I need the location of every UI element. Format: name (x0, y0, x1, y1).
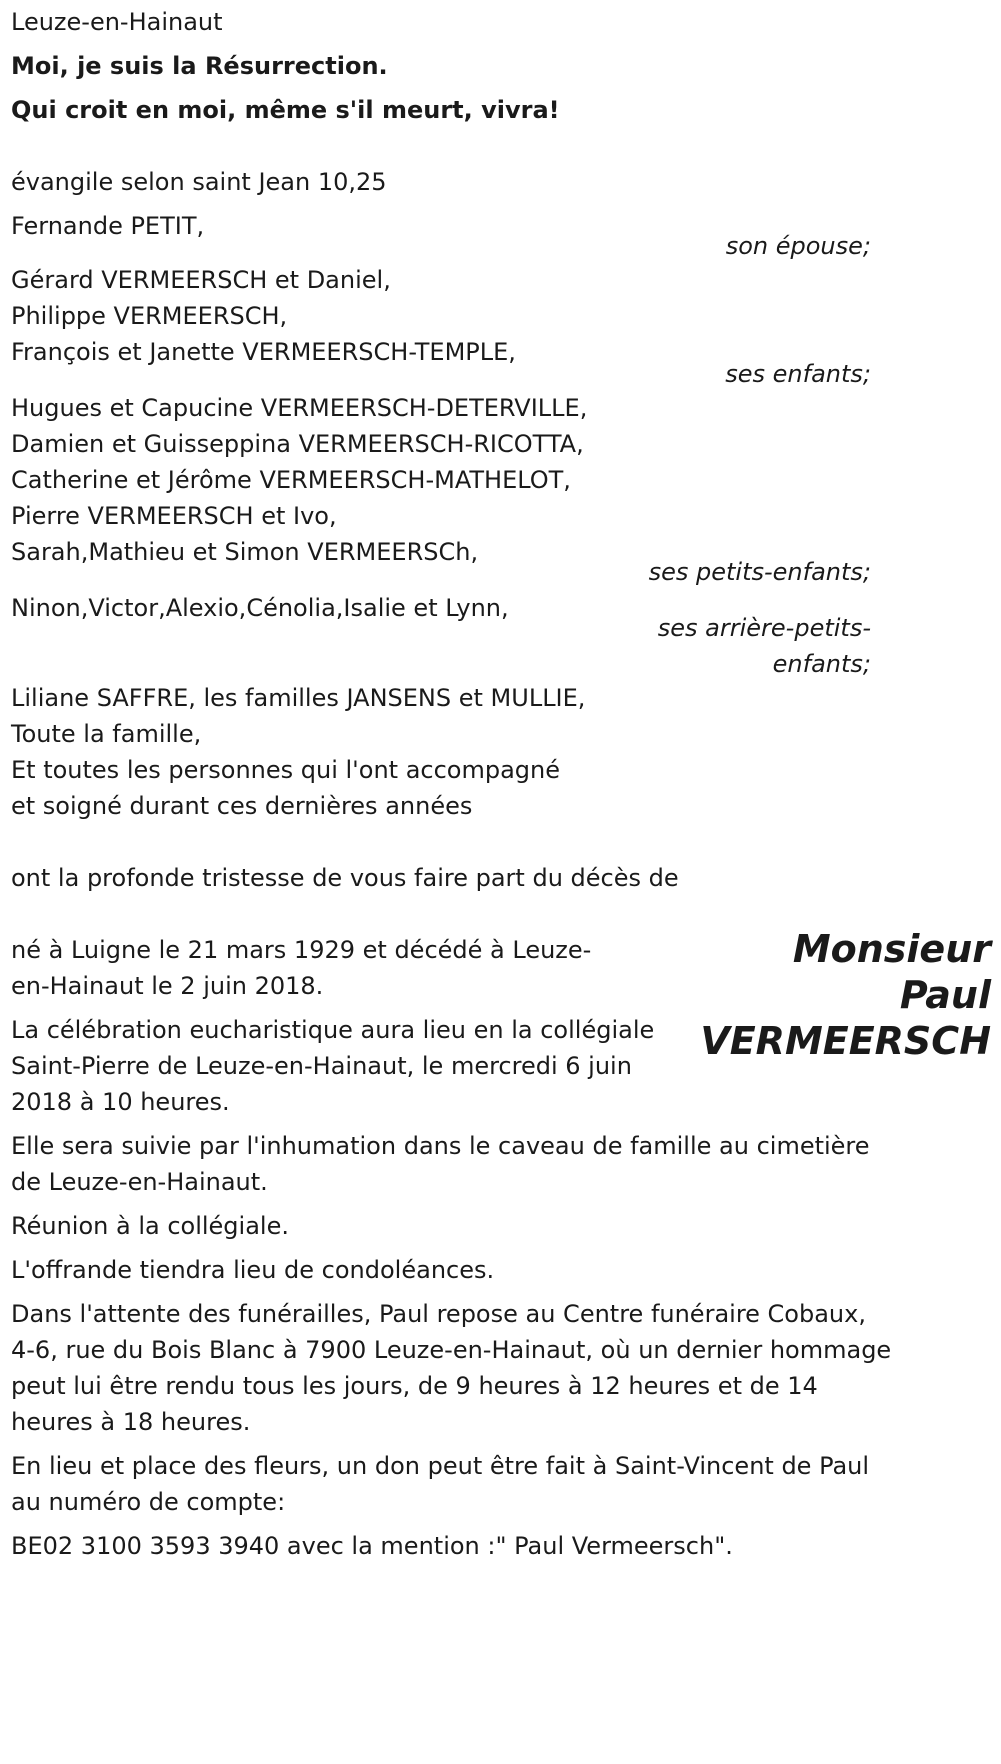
verse-reference: évangile selon saint Jean 10,25 (11, 168, 387, 196)
rest-line-3: peut lui être rendu tous les jours, de 9 heures à 12 heures et de 14 (11, 1372, 818, 1400)
grandchild-3: Catherine et Jérôme VERMEERSCH-MATHELOT, (11, 466, 571, 494)
rest-line-4: heures à 18 heures. (11, 1408, 251, 1436)
rest-line-1: Dans l'attente des funérailles, Paul repose au Centre funéraire Cobaux, (11, 1300, 866, 1328)
child-2: Philippe VERMEERSCH, (11, 302, 288, 330)
celebration-line-3: 2018 à 10 heures. (11, 1088, 230, 1116)
meeting: Réunion à la collégiale. (11, 1212, 289, 1240)
others-2: Toute la famille, (11, 720, 202, 748)
child-3: François et Janette VERMEERSCH-TEMPLE, (11, 338, 516, 366)
bank-account: BE02 3100 3593 3940 avec la mention :" Paul Vermeersch". (11, 1532, 733, 1560)
rest-line-2: 4-6, rue du Bois Blanc à 7900 Leuze-en-Hainaut, où un dernier hommage (11, 1336, 892, 1364)
burial-line-1: Elle sera suivie par l'inhumation dans le caveau de famille au cimetière (11, 1132, 870, 1160)
great-grandchildren: Ninon,Victor,Alexio,Cénolia,Isalie et Lynn, (11, 594, 509, 622)
deceased-title: Monsieur (792, 927, 991, 971)
flowers-line-1: En lieu et place des fleurs, un don peut être fait à Saint-Vincent de Paul (11, 1452, 870, 1480)
verse-line-1: Moi, je suis la Résurrection. (11, 52, 388, 80)
child-1: Gérard VERMEERSCH et Daniel, (11, 266, 391, 294)
grandchild-4: Pierre VERMEERSCH et Ivo, (11, 502, 337, 530)
children-role: ses enfants; (725, 360, 871, 388)
deceased-name (691, 926, 991, 1064)
celebration-line-1: La célébration eucharistique aura lieu en la collégiale (11, 1016, 655, 1044)
location: Leuze-en-Hainaut (11, 8, 223, 36)
birth-line-2: en-Hainaut le 2 juin 2018. (11, 972, 324, 1000)
grandchildren-role: ses petits-enfants; (648, 558, 871, 586)
others-4: et soigné durant ces dernières années (11, 792, 473, 820)
deceased-first-name: Paul (899, 973, 991, 1017)
grandchild-1: Hugues et Capucine VERMEERSCH-DETERVILLE, (11, 394, 588, 422)
grandchild-2: Damien et Guisseppina VERMEERSCH-RICOTTA, (11, 430, 584, 458)
spouse-name: Fernande PETIT, (11, 212, 205, 240)
others-1: Liliane SAFFRE, les familles JANSENS et MULLIE, (11, 684, 586, 712)
flowers-line-2: au numéro de compte: (11, 1488, 286, 1516)
announcement: ont la profonde tristesse de vous faire part du décès de (11, 864, 679, 892)
deceased-surname: VERMEERSCH (700, 1019, 991, 1063)
others-3: Et toutes les personnes qui l'ont accompagné (11, 756, 561, 784)
offering: L'offrande tiendra lieu de condoléances. (11, 1256, 495, 1284)
verse-line-2: Qui croit en moi, même s'il meurt, vivra! (11, 96, 560, 124)
grandchild-5: Sarah,Mathieu et Simon VERMEERSCh, (11, 538, 479, 566)
spouse-role: son épouse; (725, 232, 871, 260)
birth-line-1: né à Luigne le 21 mars 1929 et décédé à Leuze- (11, 936, 592, 964)
great-grandchildren-role-1: ses arrière-petits- (657, 614, 871, 642)
great-grandchildren-role-2: enfants; (772, 650, 871, 678)
burial-line-2: de Leuze-en-Hainaut. (11, 1168, 268, 1196)
celebration-line-2: Saint-Pierre de Leuze-en-Hainaut, le mercredi 6 juin (11, 1052, 632, 1080)
